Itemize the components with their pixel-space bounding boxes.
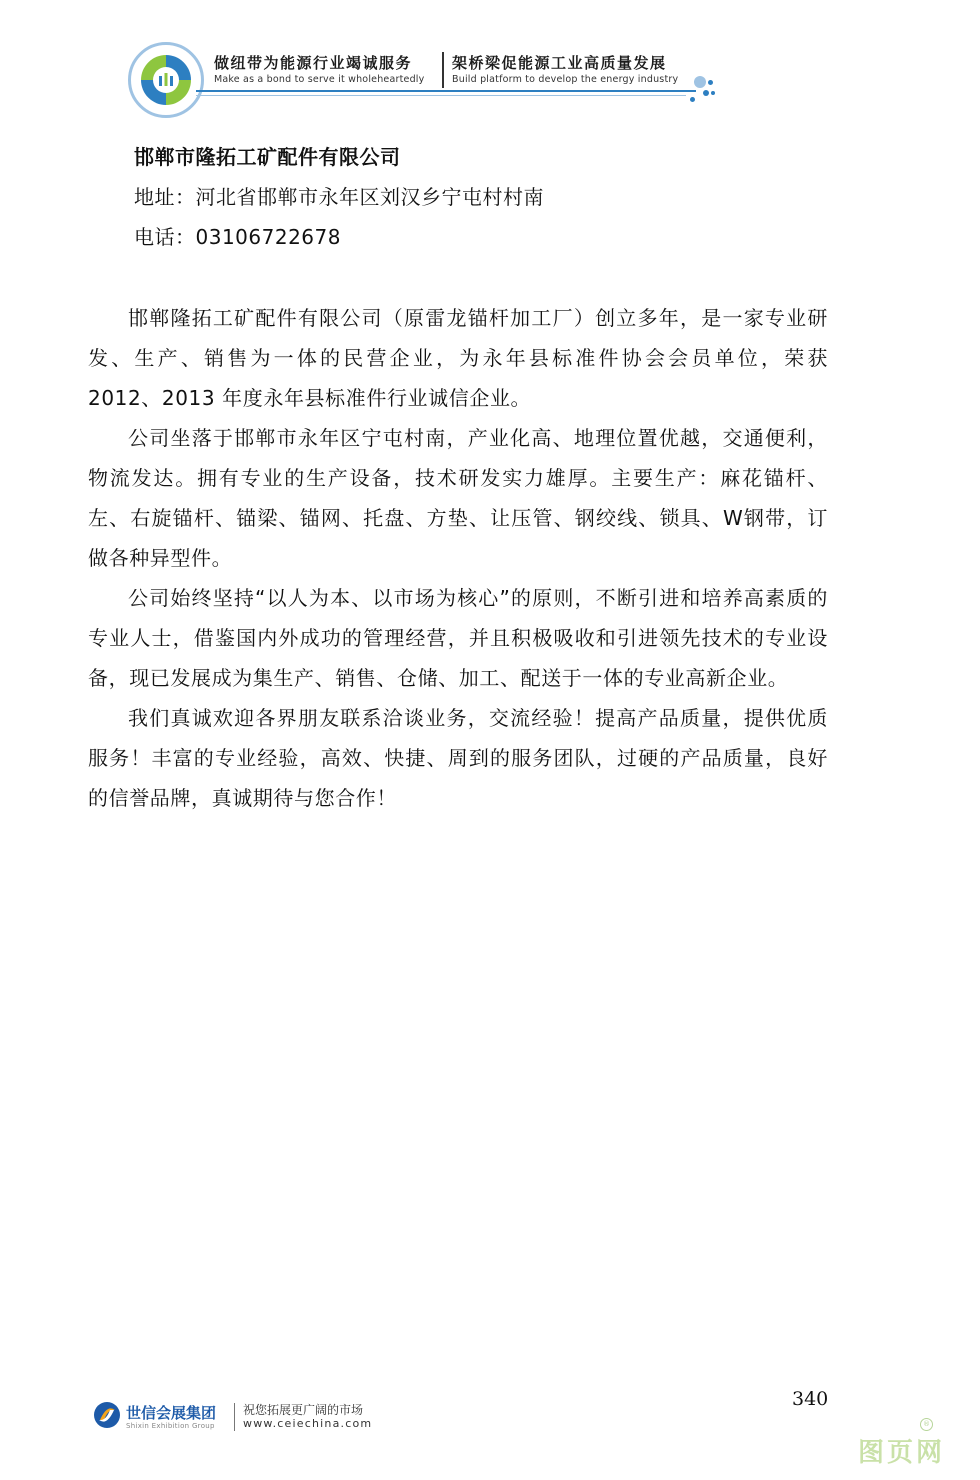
company-address: 地址：河北省邯郸市永年区刘汉乡宁屯村村南 [134, 185, 544, 209]
paragraph: 我们真诚欢迎各界朋友联系洽谈业务，交流经验！提高产品质量，提供优质服务！丰富的专业经验，高效、快捷、周到的服务团队，过硬的产品质量，良好的信誉品牌，真诚期待与您合作！ [88, 706, 828, 810]
paragraph: 公司始终坚持“以人为本、以市场为核心”的原则，不断引进和培养高素质的专业人士，借鉴国内外成功的管理经营，并且积极吸收和引进领先技术的专业设备，现已发展成为集生产、销售、仓储、加工、配送于一体的专业高新企业。 [88, 586, 828, 690]
footer-slogan: 祝您拓展更广阔的市场 [243, 1403, 364, 1417]
footer-divider [234, 1403, 235, 1431]
paragraph: 公司坐落于邯郸市永年区宁屯村南，产业化高、地理位置优越，交通便利，物流发达。拥有专业的生产设备，技术研发实力雄厚。主要生产：麻花锚杆、左、右旋锚杆、锚梁、锚网、托盘、方垫、让压管、钢绞线、锁具、W钢带，订做各种异型件。 [88, 426, 828, 570]
footer-url[interactable]: www.ceiechina.com [243, 1417, 373, 1430]
paragraph: 邯郸隆拓工矿配件有限公司（原雷龙锚杆加工厂）创立多年，是一家专业研发、生产、销售为一体的民营企业，为永年县标准件协会会员单位，荣获 2012、2013 年度永年县标准件行业诚信企业。 [88, 306, 828, 410]
header-rule [196, 90, 696, 92]
header-slogan-cn-right: 架桥梁促能源工业高质量发展 [452, 54, 667, 72]
page-header [0, 0, 980, 130]
company-description [88, 298, 828, 818]
header-slogan-cn-left: 做纽带为能源行业竭诚服务 [214, 54, 413, 72]
header-slogan-en-right: Build platform to develop the energy industry [452, 74, 679, 85]
decor-dot [708, 80, 713, 85]
footer-brand-name: 世信会展集团 [126, 1404, 217, 1422]
company-phone: 电话：03106722678 [134, 225, 341, 249]
page-number: 340 [792, 1388, 829, 1410]
decor-dot [703, 90, 709, 96]
header-slogan-en-left: Make as a bond to serve it wholeheartedly [214, 74, 425, 85]
watermark: 图页网 [858, 1438, 946, 1468]
header-rule-thin [196, 95, 686, 96]
decor-dot [690, 97, 695, 102]
header-divider [442, 52, 444, 88]
registered-mark: ® [920, 1418, 933, 1431]
decor-dot [711, 91, 715, 95]
footer-brand-english: Shixin Exhibition Group [126, 1422, 215, 1430]
energy-expo-logo-icon [128, 42, 204, 118]
shixin-logo-icon [92, 1400, 122, 1430]
company-name: 邯郸市隆拓工矿配件有限公司 [134, 145, 401, 169]
decor-dot [694, 76, 706, 88]
